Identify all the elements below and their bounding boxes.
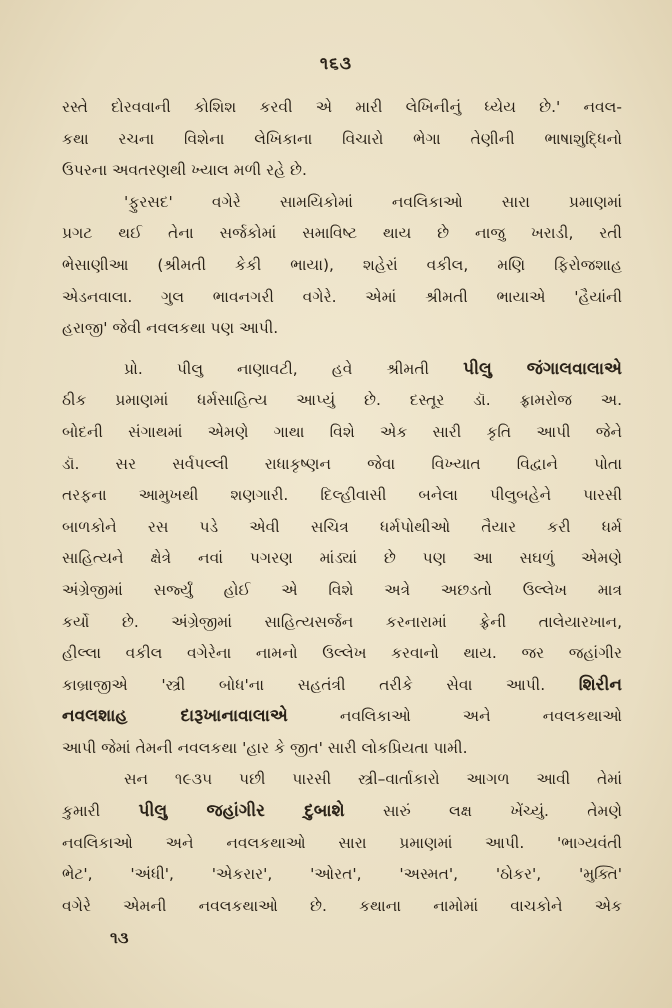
emphasized-name: શિરીન <box>578 674 622 695</box>
text-run: કાબ્રાજીએ 'સ્ત્રી બોધ'ના સહતંત્રી તરીકે સેવા આપી. <box>62 675 546 694</box>
text-line: 'ફુરસદ' વગેરે સામયિકોમાં નવલિકાઓ સારા પ્રમાણમાં <box>124 192 622 211</box>
text-line: તરફના આમુખથી શણગારી. દિલ્હીવાસી બનેલા પીલુબહેને પારસી <box>62 486 622 505</box>
emphasized-name: નવલશાહ દારૂખાનાવાલાએ <box>62 706 288 727</box>
text-line: એડનવાલા. ગુલ ભાવનગરી વગેરે. એમાં શ્રીમતી ભાયાએ 'હૈયાંની <box>62 287 622 306</box>
text-line <box>62 701 622 733</box>
text-line: ઠીક પ્રમાણમાં ધર્મસાહિત્ય આપ્યું છે. દસ્તૂર ડૉ. ફ્રામરોજ અ. <box>62 391 622 410</box>
text-line: ભેટ', 'અંધી', 'એકરાર', 'ઓરત', 'અસ્મત', 'ઠોકર', 'મુક્તિ' <box>62 865 622 884</box>
text-line <box>62 670 622 702</box>
emphasized-name: પીલુ જહાંગીર દુબાશે <box>138 801 345 822</box>
text-line: કર્યો છે. અંગ્રેજીમાં સાહિત્યસર્જન કરનારામાં ફ્રેની તાલેયારખાન, <box>62 612 622 631</box>
text-line: વગેરે એમની નવલકથાઓ છે. કથાના નામોમાં વાચકોને એક <box>62 896 622 915</box>
page-number: ૧૬૩ <box>319 54 353 74</box>
text-line: બાળકોને રસ પડે એવી સચિત્ર ધર્મપોથીઓ તૈયાર કરી ધર્મ <box>62 517 622 536</box>
text-line: રસ્તે દોરવવાની કોશિશ કરવી એ મારી લેખિનીનું ધ્યેય છે.' નવલ- <box>62 98 622 116</box>
text-line: પ્રગટ થઈ તેના સર્જકોમાં સમાવિષ્ટ થાય છે નાજુ ખરાડી, રતી <box>62 224 622 243</box>
text-line <box>62 354 622 386</box>
text-line: અંગ્રેજીમાં સર્જ્યું હોઈ એ વિશે અત્રે અછડતો ઉલ્લેખ માત્ર <box>62 580 622 599</box>
text-line: કથા રચના વિશેના લેખિકાના વિચારો ભેગા તેણીની ભાષાશુદ્ધિનો <box>62 129 622 148</box>
text-line: સાહિત્યને ક્ષેત્રે નવાં પગરણ માંડ્યાં છે પણ આ સઘળું એમણે <box>62 549 622 568</box>
emphasized-name: પીલુ જંગાલવાલાએ <box>463 358 622 379</box>
text-run: નવલિકાઓ અને નવલકથાઓ <box>339 707 622 726</box>
text-run: પ્રો. પીલુ નાણાવટી, હવે શ્રીમતી <box>124 359 430 378</box>
text-run: સારું લક્ષ ખેંચ્યું. તેમણે <box>382 802 622 821</box>
text-line: આપી જેમાં તેમની નવલકથા 'હાર કે જીત' સારી લોકપ્રિયતા પામી. <box>62 738 468 757</box>
text-line: નવલિકાઓ અને નવલકથાઓ સારા પ્રમાણમાં આપી. 'ભાગ્યવંતી <box>62 833 622 852</box>
text-line: ડૉ. સર સર્વપલ્લી રાધાકૃષ્ણન જેવા વિખ્યાત વિદ્વાને પોતા <box>62 454 622 473</box>
text-line: બોદની સંગાથમાં એમણે ગાથા વિશે એક સારી કૃતિ આપી જેને <box>62 422 622 441</box>
body-text <box>62 92 622 922</box>
footer-signature-mark: ૧૩ <box>110 928 129 947</box>
text-line: ઉપરના અવતરણથી ખ્યાલ મળી રહે છે. <box>62 161 307 180</box>
text-line: ભેસાણીઆ (શ્રીમતી કેકી ભાયા), શહેરાં વકીલ, મણિ ફિરોજશાહ <box>62 255 622 274</box>
text-line: હીલ્લા વકીલ વગેરેના નામનો ઉલ્લેખ કરવાનો થાય. જર જહાંગીર <box>62 644 622 663</box>
text-line <box>62 796 622 828</box>
text-line: હરાજી' જેવી નવલકથા પણ આપી. <box>62 319 279 338</box>
text-line: સન ૧૯૩૫ પછી પારસી સ્ત્રી–વાર્તાકારો આગળ આવી તેમાં <box>124 770 622 789</box>
text-run: કુમારી <box>62 802 101 821</box>
